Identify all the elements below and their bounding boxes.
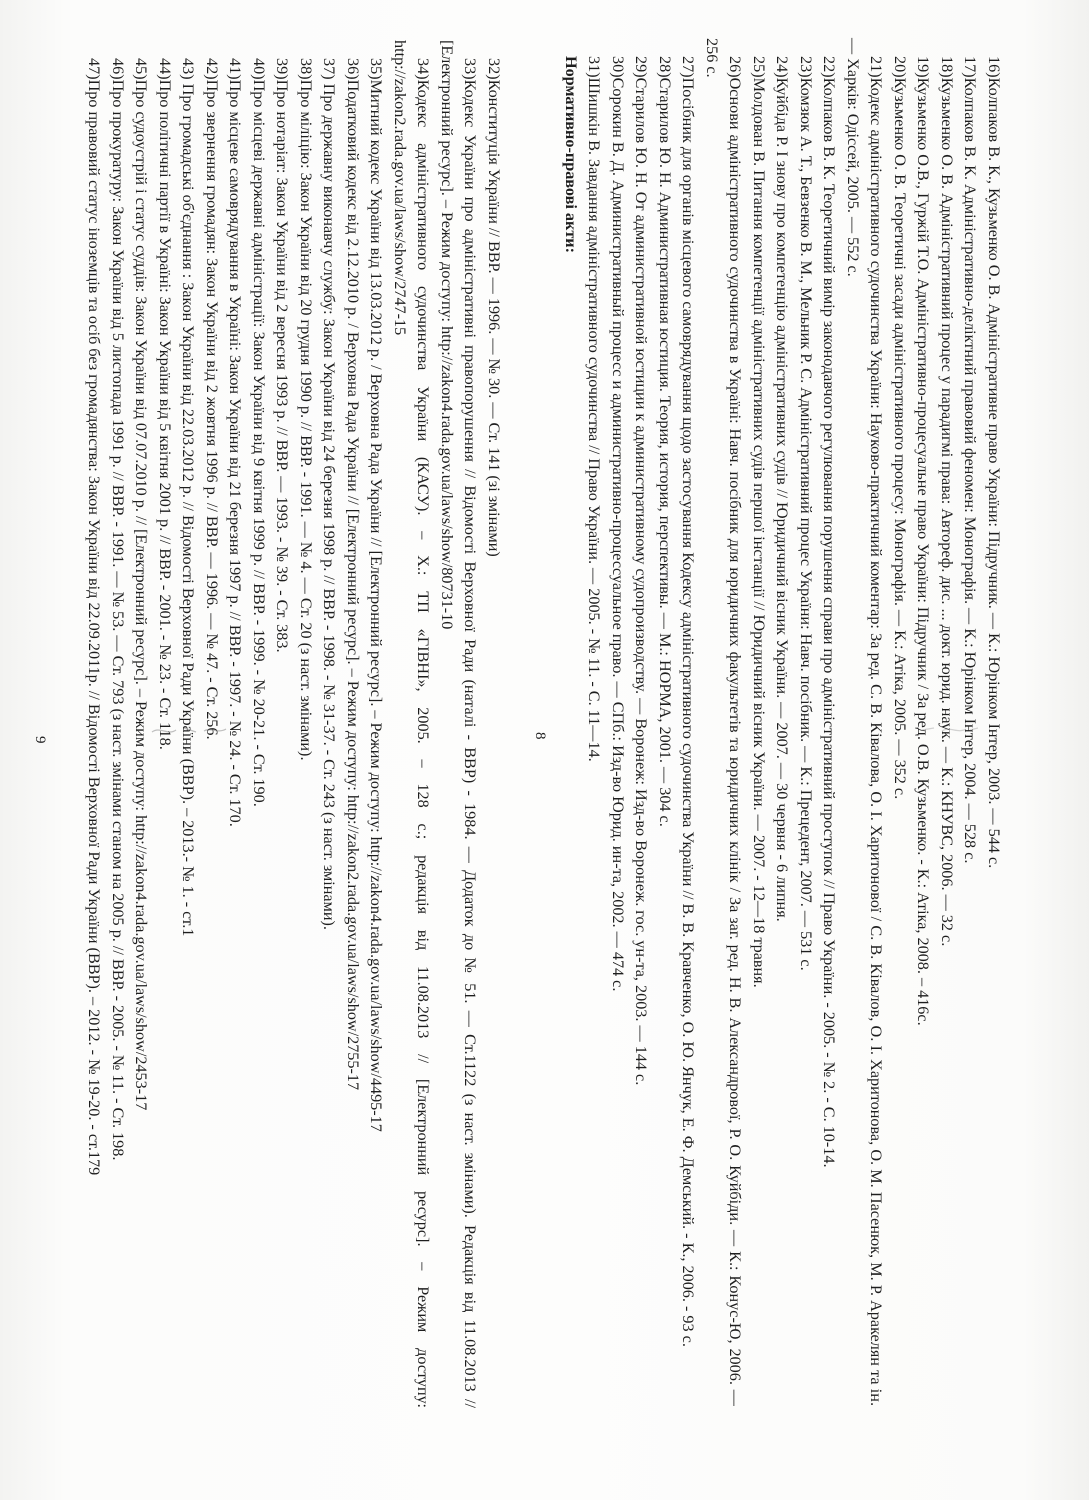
bibliography-entry: 20)Кузьменко О. В. Теоретичні засади адміністративного процесу: Монографія. — К.: Атіка, 2005. — 352 с. bbox=[891, 56, 909, 800]
bibliography-entry: 27)Посібник для органів місцевого самоврядування щодо застосування Кодексу адміністративного судочинства України // В. В. Кравченко, О. Ю. Янчук, Е. Ф. Демський. - К., 2006. - 93 с. bbox=[679, 56, 698, 1347]
legislation-entry: 37) Про державну виконавчу службу: Закон України від 24 березня 1998 р. // ВВР. - 1998. - № 31-37. - Ст. 243 (з наст. змінами). bbox=[320, 58, 339, 930]
legislation-entry: 45)Про судоустрій і статус суддів: Закон України від 07.07.2010 р. // [Електронний ресурс]. – Режим доступу: http://zakon4.rada.gov.ua/laws/show/2453-17 bbox=[132, 58, 151, 1111]
page-9 bbox=[5, 40, 505, 1440]
legislation-entry: 43) Про громадські об'єднання : Закон України від 22.03.2012 р. // Відомості Верховної Ради України (ВВР). – 2013.- № 1. - ст.1 bbox=[179, 58, 198, 937]
legislation-entry: 38)Про міліцію: Закон України від 20 грудня 1990 р. // ВВР. - 1991. — № 4. — Ст. 20 (з наст. змінами). bbox=[297, 58, 315, 761]
legislation-entry: 34)Кодекс адміністративного судочинства України (КАСУ). – Х.: ТП «ГІВНІ», 2005. – 128 с.; редакція від 11.08.2013 // [Електронний ресурс]. – Режим доступу: http://zakon2.rada.gov.ua/laws/show/2747-15 bbox=[391, 40, 433, 1408]
bibliography-entry: 31)Шишкін В. Завдання адміністративного судочинства // Право України. — 2005. - № 11. - С. 11—14. bbox=[585, 56, 604, 762]
scan-artifact bbox=[920, 722, 980, 736]
bibliography-entry: 17)Колпаков В. К. Адміністративно-деліктний правовий феномен: Монографія. — К.: Юрінком Інтер, 2004. — 528 с. bbox=[961, 56, 980, 864]
bibliography-entry: 18)Кузьменко О. В. Адміністративний процес у парадигмі права: Автореф. дис. ... докт. юрид. наук. — К.: КНУВС, 2006. — 32 с. bbox=[938, 56, 956, 947]
page-8 bbox=[505, 38, 1005, 1438]
bibliography-entry: 24)Куйбіда Р. І знову про компетенцію адміністративних судів // Юридичний вісник України. — 2007. — 30 червня - 6 липня. bbox=[773, 56, 792, 922]
bibliography-entry: 28)Старилов Ю. Н. Административная юстиция. Теория, история, перспективы. — М.: НОРМА, 2001. — 304 с. bbox=[656, 56, 674, 827]
bibliography-entry: 16)Колпаков В. К., Кузьменко О. В. Адміністративне право України: Підручник. — К.: Юрінком Інтер, 2003. — 544 с. bbox=[985, 56, 1003, 869]
legislation-entry: 47)Про правовий статус іноземців та осіб без громадянства: Закон України від 22.09.2011р. // Відомості Верховної Ради України (ВВР). – 2012. - № 19-20. - ст.179 bbox=[85, 58, 104, 1176]
legislation-entry: 42)Про звернення громадян: Закон України від 2 жовтня 1996 р. // ВВР. — 1996. — № 47. - Ст. 256. bbox=[203, 58, 221, 740]
scan-artifact bbox=[150, 722, 230, 738]
bibliography-entry: 26)Основи адміністративного судочинства в Україні: Навч. посібник для юридичних факультетів та юридичних клінік / За заг. ред. Н. В. Александрової, Р. О. Куйбіди. — К.: Конус-Ю, 2006. — 256 с. bbox=[703, 38, 745, 1406]
bibliography-entry: 22)Колпаков В. К. Теоретичний вимір законодавчого регулювання порушення справи про адміністративний проступок // Право України. - 2005. - № 2. - С. 10-14. bbox=[820, 56, 839, 1168]
legislation-entry: 35)Митний кодекс України від 13.03.2012 р. / Верховна Рада України // [Електронний ресурс]. – Режим доступу: http://zakon4.rada.gov.ua/laws/show/4495-17 bbox=[367, 58, 386, 1132]
bibliography-entry: 23)Комзюк А. Т., Бевзенко В. М., Мельник Р. С. Адміністративний процес України: Навч. посібник. — К.: Прецедент, 2007. — 531 с. bbox=[797, 56, 815, 971]
legislation-entry: 40)Про місцеві державні адміністрації: Закон України від 9 квітня 1999 р. // ВВР. - 1999. - № 20-21. - Ст. 190. bbox=[250, 58, 268, 807]
bibliography-entry: 21)Кодекс адміністративного судочинства України: Науково-практичний коментар: За ред. С. В. Ківалова, О. І. Харитонової / С. В. Ківалов, О. І. Харитонова, О. М. Пасенюк, М. Р. Аракелян та ін. — Харків: Одіссей, 2005. — 552 с. bbox=[844, 38, 886, 1406]
page-number: 8 bbox=[532, 732, 548, 740]
legislation-entry: 41)Про місцеве самоврядування в Україні: Закон України від 21 березня 1997 р. // ВВР. - 1997. - № 24. - Ст. 170. bbox=[226, 58, 245, 827]
legislation-entry: 44)Про політичні партії в Україні: Закон України від 5 квітня 2001 р. // ВВР. - 2001. - № 23. - Ст. 118. bbox=[156, 58, 174, 750]
legislation-entry: 33)Кодекс України про адміністративні правопорушення // Відомості Верховної Ради (наталі - ВВР) - 1984. — Додаток до № 51. — Ст.1122 (з наст. змінами). Редакція від 11.08.2013 // [Електронний ресурс]. – Режим доступу: http://zakon4.rada.gov.ua/laws/show/80731-10 bbox=[438, 40, 480, 1408]
legislation-entry: 32)Конституція України // ВВР. — 1996. — № 30. — Ст. 141 (зі змінами) bbox=[485, 58, 503, 557]
page-number: 9 bbox=[32, 736, 48, 744]
bibliography-entry: 30)Сорокин В. Д. Административный процесс и административно-процессуальное право. — СПб.: Изд-во Юрид. ин-та, 2002. — 474 с. bbox=[609, 56, 627, 992]
legislation-entry: 39)Про нотаріат: Закон України від 2 вересня 1993 р. // ВВР. — 1993. - № 39. - Ст. 383. bbox=[273, 58, 292, 653]
legislation-entry: 46)Про прокуратуру: Закон України від 5 листопада 1991 р. // ВВР. - 1991. — № 53. — Ст. 793 (з наст. змінами станом на 2005 р. // ВВР. - 2005. - № 11. - Ст. 198. bbox=[109, 58, 127, 1161]
section-heading: Нормативно-правові акти: bbox=[562, 56, 580, 253]
bibliography-entry: 29)Старилов Ю. Н. От административной юстиции к административному судопроизводству. — Воронеж: Изд-во Воронеж. гос. ун-та, 2003. — 144 с. bbox=[632, 56, 651, 1086]
legislation-entry: 36)Податковий кодекс від 2.12.2010 р. / Верховна Рада України // [Електронний ресурс]. – Режим доступу: http://zakon2.rada.gov.ua/laws/show/2755-17 bbox=[344, 58, 362, 1091]
legislation-list-page-9 bbox=[82, 40, 505, 1440]
bibliography-entry: 19)Кузьменко О.В., Гуржій Т.О. Адміністративно-процесуальне право України: Підручник / За ред. О.В. Кузьменко. - К.: Атіка, 2008. – 416с. bbox=[914, 56, 933, 1026]
bibliography-list-page-8 bbox=[559, 38, 1006, 1438]
bibliography-entry: 25)Молдован В. Питання компетенції адміністративних судів першої інстанції // Юридичний вісник України. — 2007. - 12—18 травня. bbox=[750, 56, 768, 988]
